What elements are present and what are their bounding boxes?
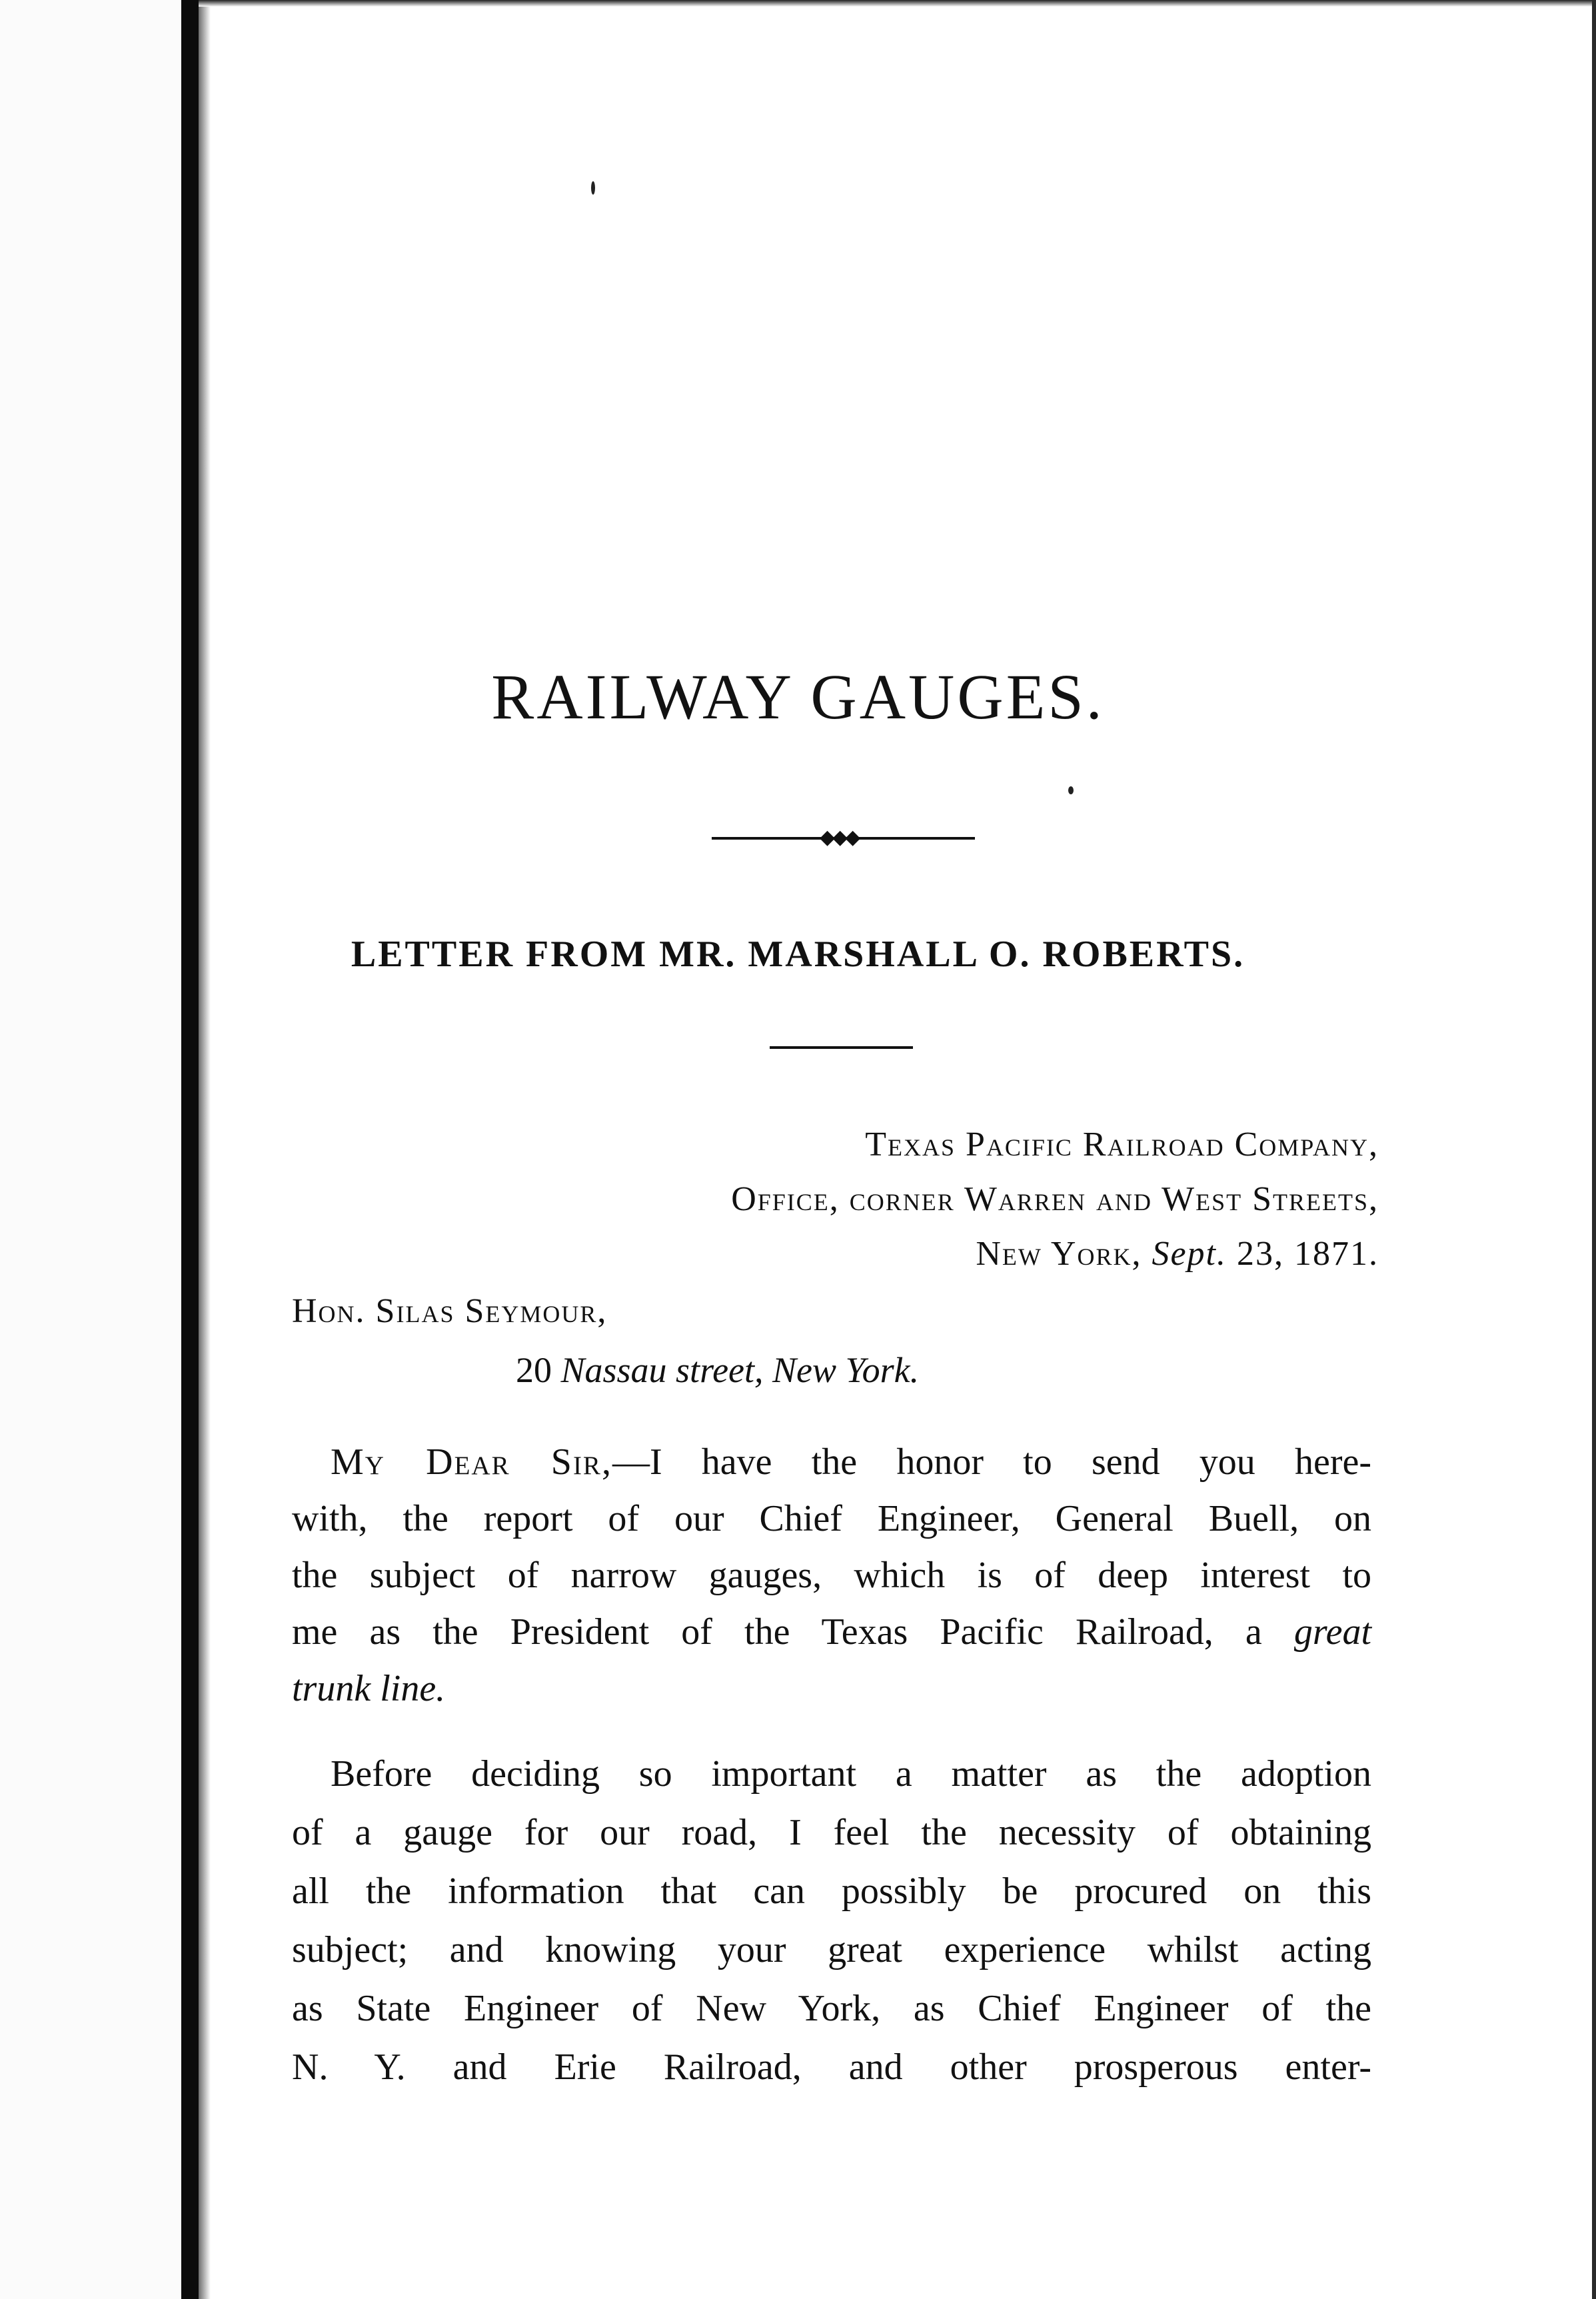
top-edge-shadow [199, 0, 1596, 7]
page-title: RAILWAY GAUGES. [491, 661, 1105, 732]
body-line: subject; and knowing your great experience whilst acting [292, 1929, 1371, 1970]
binding-shadow [199, 0, 211, 2299]
scan-speck [1068, 786, 1074, 794]
emphasis-text: great [1293, 1611, 1372, 1653]
letterhead-office: Office, corner Warren and West Streets, [731, 1180, 1379, 1218]
right-edge [1592, 0, 1596, 2299]
body-line: the subject of narrow gauges, which is of deep interest to [292, 1555, 1371, 1596]
letter-salutation: My Dear Sir, [331, 1441, 612, 1483]
letterhead-date-line [976, 1234, 1379, 1274]
letter-heading: LETTER FROM MR. MARSHALL O. ROBERTS. [351, 934, 1245, 975]
body-line: N. Y. and Erie Railroad, and other prosperous enter- [292, 2046, 1371, 2088]
left-margin [0, 0, 181, 2299]
body-line: Before deciding so important a matter as the adoption [331, 1753, 1371, 1795]
scan-speck [591, 181, 595, 195]
letterhead-company: Texas Pacific Railroad Company, [865, 1126, 1379, 1163]
body-text: —I have the honor to send you here- [612, 1441, 1371, 1483]
ornament-diamonds: ◆◆◆ [820, 826, 858, 848]
letterhead-city: New York, [976, 1235, 1142, 1273]
letterhead-month: Sept. [1152, 1235, 1227, 1273]
body-line: trunk line. [292, 1668, 446, 1709]
body-line: as State Engineer of New York, as Chief Engineer of the [292, 1988, 1371, 2029]
body-line: of a gauge for our road, I feel the necessity of obtaining [292, 1812, 1371, 1853]
body-text: me as the President of the Texas Pacific Railroad, a [292, 1611, 1262, 1653]
recipient-address-number: 20 [516, 1350, 552, 1390]
body-line [331, 1441, 1371, 1483]
binding-edge [181, 0, 199, 2299]
letterhead-date: 23, 1871. [1237, 1235, 1379, 1273]
body-line [292, 1611, 1371, 1653]
recipient-address [516, 1349, 919, 1391]
body-line: with, the report of our Chief Engineer, General Buell, on [292, 1498, 1371, 1539]
recipient-name: Hon. Silas Seymour, [292, 1292, 608, 1330]
divider-rule [770, 1046, 913, 1049]
recipient-address-street: Nassau street, New York. [560, 1350, 920, 1390]
body-line: all the information that can possibly be procured on this [292, 1871, 1371, 1912]
